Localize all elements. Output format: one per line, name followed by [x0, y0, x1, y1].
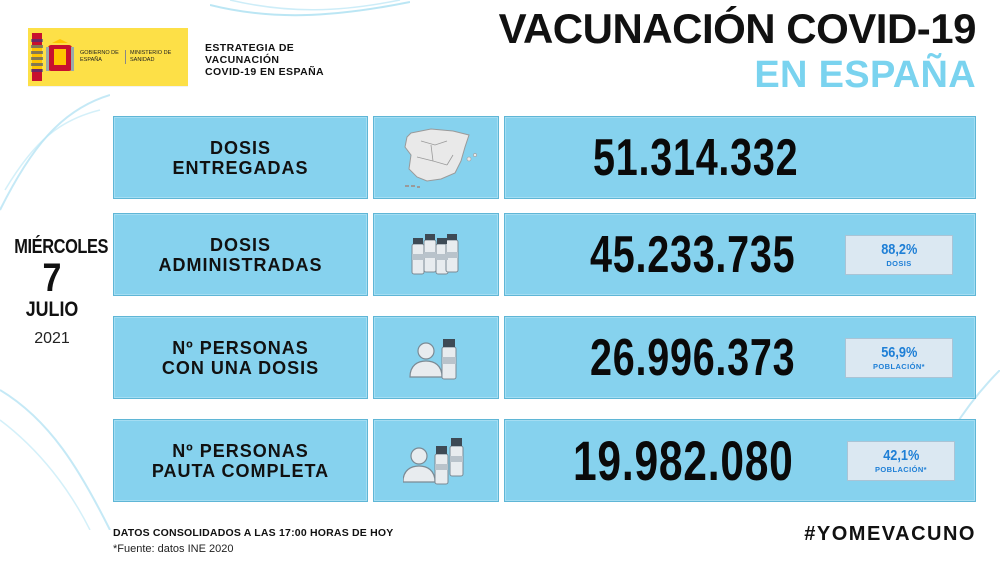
stat-value: 26.996.373 — [590, 328, 796, 387]
date-day: 7 — [42, 256, 62, 300]
person-two-vials-icon — [403, 434, 469, 488]
stat-row-personas-una-dosis — [113, 316, 976, 399]
page-title — [498, 5, 976, 96]
strategy-title — [205, 42, 324, 78]
stat-value-cell — [504, 419, 976, 502]
stat-row-dosis-administradas — [113, 213, 976, 296]
stat-label-cell — [113, 213, 368, 296]
government-logo — [28, 28, 188, 86]
stat-label-line: PAUTA COMPLETA — [151, 460, 330, 481]
stat-label-cell — [113, 316, 368, 399]
stat-icon-cell — [373, 316, 499, 399]
stat-label-line: DOSIS — [209, 137, 271, 158]
stat-value-cell — [504, 213, 976, 296]
stat-label-line: ENTREGADAS — [172, 157, 309, 178]
percentage-badge — [845, 235, 953, 275]
stat-row-dosis-entregadas — [113, 116, 976, 199]
footer-note: DATOS CONSOLIDADOS A LAS 17:00 HORAS DE HOY — [113, 527, 394, 539]
stat-value-cell — [504, 116, 976, 199]
stat-value-cell — [504, 316, 976, 399]
title-line-2: EN ESPAÑA — [754, 54, 976, 96]
stat-label-line: Nº PERSONAS — [172, 337, 309, 358]
percentage-label: DOSIS — [886, 259, 912, 268]
hashtag: #YOMEVACUNO — [804, 523, 976, 545]
brush-decoration-top — [210, 0, 410, 30]
percentage-value: 56,9% — [880, 344, 918, 361]
stat-icon-cell — [373, 213, 499, 296]
coat-of-arms-icon — [46, 39, 74, 75]
date-weekday: MIÉRCOLES — [14, 236, 109, 258]
strategy-line: COVID-19 EN ESPAÑA — [205, 66, 325, 78]
stat-icon-cell — [373, 116, 499, 199]
percentage-label: POBLACIÓN* — [873, 362, 925, 371]
date-year: 2021 — [34, 330, 70, 347]
date-month: JULIO — [25, 298, 79, 321]
strategy-line: VACUNACIÓN — [205, 54, 280, 66]
stat-label-line: CON UNA DOSIS — [161, 357, 320, 378]
report-date — [6, 236, 109, 348]
stat-value: 19.982.080 — [573, 429, 794, 492]
spain-map-icon — [391, 121, 481, 195]
gov-text: GOBIERNO DE ESPAÑA — [80, 50, 126, 64]
person-vial-icon — [406, 333, 466, 383]
stat-label-line: DOSIS — [209, 234, 271, 255]
stat-value: 51.314.332 — [593, 128, 799, 187]
vaccine-vials-icon — [406, 230, 466, 280]
percentage-value: 42,1% — [882, 447, 920, 464]
stat-label-cell — [113, 419, 368, 502]
percentage-badge — [847, 441, 955, 481]
brush-decoration-bottom — [0, 380, 120, 530]
percentage-badge — [845, 338, 953, 378]
footer-source: *Fuente: datos INE 2020 — [113, 543, 234, 555]
stat-icon-cell — [373, 419, 499, 502]
stat-label-line: ADMINISTRADAS — [158, 254, 323, 275]
strategy-line: ESTRATEGIA DE — [205, 42, 295, 54]
stat-value: 45.233.735 — [590, 225, 796, 284]
ministry-text: MINISTERIO DE SANIDAD — [130, 50, 172, 63]
title-line-1: VACUNACIÓN COVID-19 — [498, 5, 976, 52]
stat-label-cell — [113, 116, 368, 199]
percentage-label: POBLACIÓN* — [875, 465, 927, 474]
percentage-value: 88,2% — [880, 241, 918, 258]
spain-flag-icon — [32, 33, 42, 81]
stat-label-line: Nº PERSONAS — [172, 440, 309, 461]
stat-row-pauta-completa — [113, 419, 976, 502]
brush-decoration-left — [0, 90, 110, 220]
